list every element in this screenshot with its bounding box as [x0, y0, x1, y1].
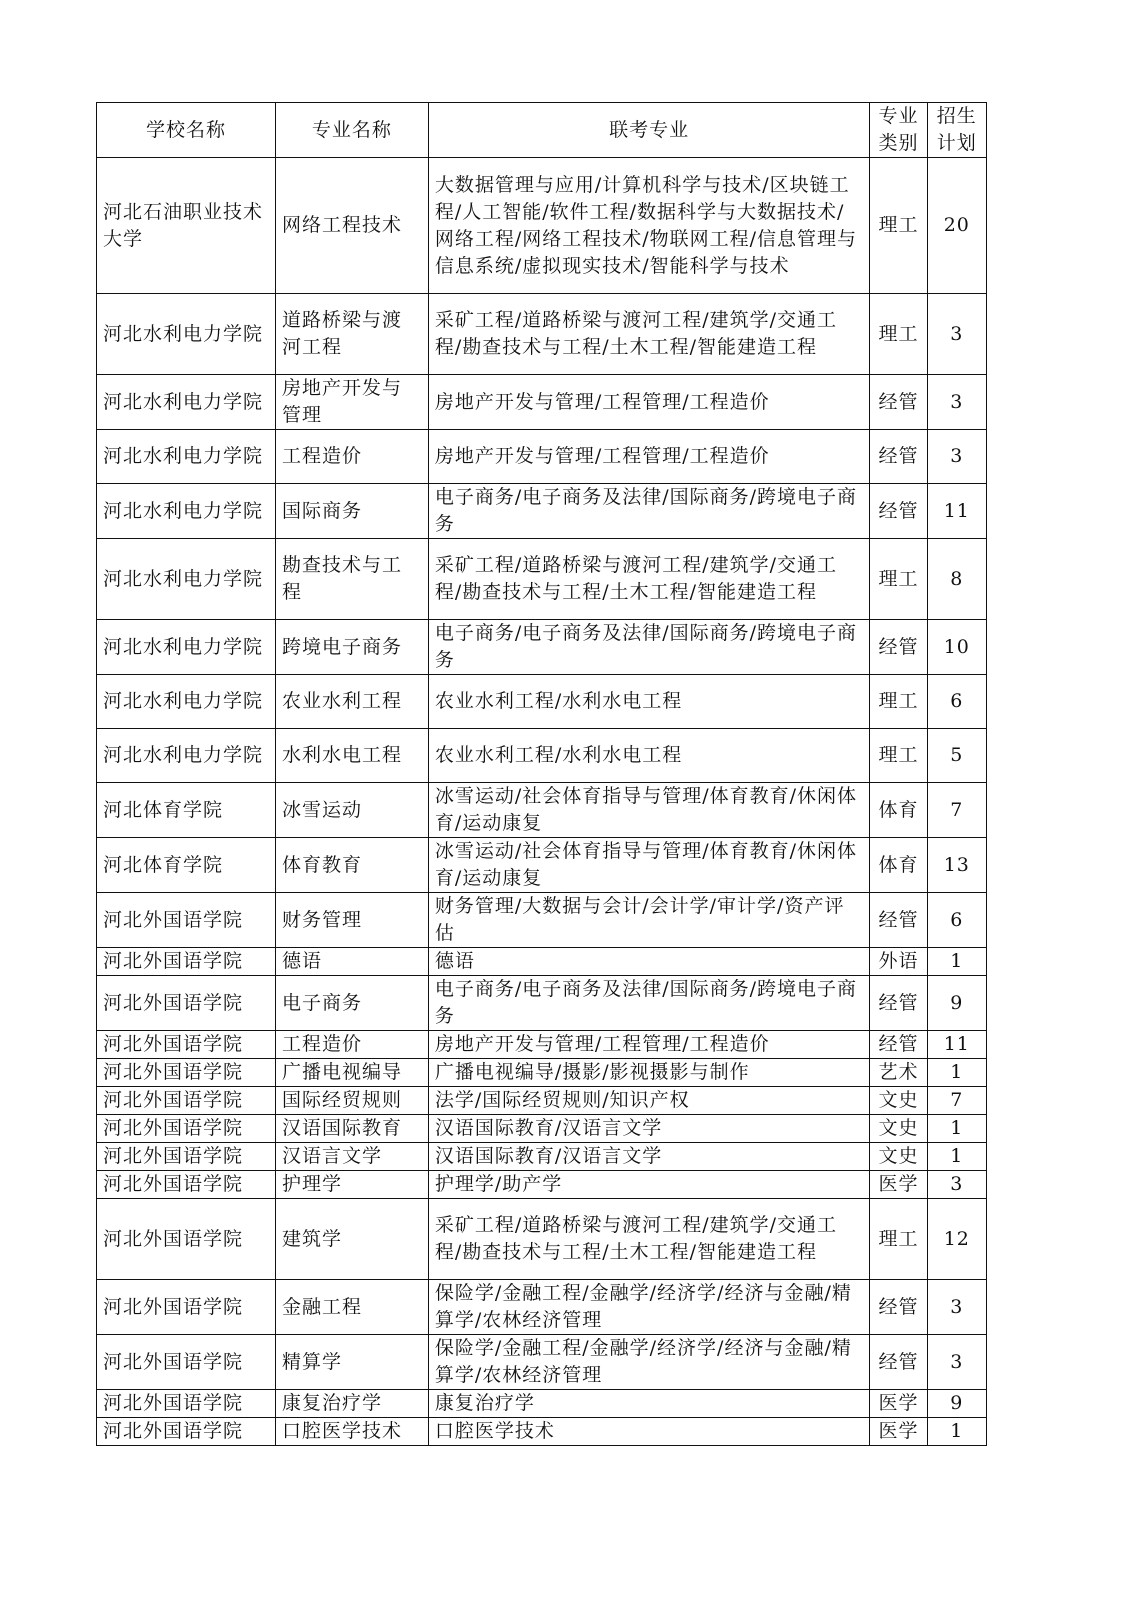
major-cell: 道路桥梁与渡河工程	[276, 294, 429, 375]
header-school: 学校名称	[97, 103, 276, 158]
school-cell: 河北水利电力学院	[97, 375, 276, 430]
school-cell: 河北外国语学院	[97, 1087, 276, 1115]
school-cell: 河北水利电力学院	[97, 430, 276, 484]
joint-major-cell: 汉语国际教育/汉语言文学	[428, 1115, 869, 1143]
school-cell: 河北外国语学院	[97, 1335, 276, 1390]
category-cell: 艺术	[870, 1059, 927, 1087]
major-cell: 汉语国际教育	[276, 1115, 429, 1143]
plan-count-cell: 6	[927, 675, 986, 729]
category-cell: 医学	[870, 1390, 927, 1418]
table-row	[97, 1418, 987, 1446]
table-row	[97, 729, 987, 783]
major-cell: 勘查技术与工程	[276, 539, 429, 620]
major-cell: 口腔医学技术	[276, 1418, 429, 1446]
joint-major-cell: 电子商务/电子商务及法律/国际商务/跨境电子商务	[428, 976, 869, 1031]
major-cell: 水利水电工程	[276, 729, 429, 783]
table-row	[97, 430, 987, 484]
major-cell: 国际商务	[276, 484, 429, 539]
table-row	[97, 620, 987, 675]
table-row	[97, 1335, 987, 1390]
joint-major-cell: 保险学/金融工程/金融学/经济学/经济与金融/精算学/农林经济管理	[428, 1335, 869, 1390]
category-cell: 文史	[870, 1143, 927, 1171]
category-cell: 经管	[870, 1335, 927, 1390]
joint-major-cell: 冰雪运动/社会体育指导与管理/体育教育/休闲体育/运动康复	[428, 783, 869, 838]
school-cell: 河北外国语学院	[97, 893, 276, 948]
major-cell: 财务管理	[276, 893, 429, 948]
joint-major-cell: 财务管理/大数据与会计/会计学/审计学/资产评估	[428, 893, 869, 948]
major-cell: 德语	[276, 948, 429, 976]
major-cell: 康复治疗学	[276, 1390, 429, 1418]
plan-count-cell: 5	[927, 729, 986, 783]
category-cell: 经管	[870, 1031, 927, 1059]
table-row	[97, 158, 987, 294]
school-cell: 河北外国语学院	[97, 1143, 276, 1171]
plan-count-cell: 3	[927, 430, 986, 484]
joint-major-cell: 采矿工程/道路桥梁与渡河工程/建筑学/交通工程/勘查技术与工程/土木工程/智能建造工程	[428, 294, 869, 375]
plan-count-cell: 3	[927, 1335, 986, 1390]
table-row	[97, 539, 987, 620]
joint-major-cell: 房地产开发与管理/工程管理/工程造价	[428, 375, 869, 430]
category-cell: 经管	[870, 1280, 927, 1335]
category-cell: 理工	[870, 158, 927, 294]
category-cell: 理工	[870, 539, 927, 620]
category-cell: 医学	[870, 1418, 927, 1446]
plan-count-cell: 8	[927, 539, 986, 620]
school-cell: 河北外国语学院	[97, 976, 276, 1031]
joint-major-cell: 德语	[428, 948, 869, 976]
school-cell: 河北外国语学院	[97, 1171, 276, 1199]
table-row	[97, 1115, 987, 1143]
joint-major-cell: 口腔医学技术	[428, 1418, 869, 1446]
plan-count-cell: 7	[927, 783, 986, 838]
major-cell: 工程造价	[276, 1031, 429, 1059]
major-cell: 电子商务	[276, 976, 429, 1031]
major-cell: 冰雪运动	[276, 783, 429, 838]
table-body	[97, 158, 987, 1446]
school-cell: 河北水利电力学院	[97, 620, 276, 675]
table-row	[97, 1143, 987, 1171]
category-cell: 经管	[870, 484, 927, 539]
plan-count-cell: 3	[927, 375, 986, 430]
joint-major-cell: 保险学/金融工程/金融学/经济学/经济与金融/精算学/农林经济管理	[428, 1280, 869, 1335]
table-row	[97, 976, 987, 1031]
category-cell: 经管	[870, 893, 927, 948]
plan-count-cell: 7	[927, 1087, 986, 1115]
category-cell: 经管	[870, 976, 927, 1031]
category-cell: 经管	[870, 430, 927, 484]
plan-count-cell: 1	[927, 1115, 986, 1143]
category-cell: 医学	[870, 1171, 927, 1199]
joint-major-cell: 采矿工程/道路桥梁与渡河工程/建筑学/交通工程/勘查技术与工程/土木工程/智能建造工程	[428, 539, 869, 620]
school-cell: 河北外国语学院	[97, 1199, 276, 1280]
joint-major-cell: 汉语国际教育/汉语言文学	[428, 1143, 869, 1171]
category-cell: 理工	[870, 729, 927, 783]
plan-count-cell: 9	[927, 976, 986, 1031]
plan-count-cell: 11	[927, 484, 986, 539]
plan-count-cell: 1	[927, 1143, 986, 1171]
major-cell: 网络工程技术	[276, 158, 429, 294]
plan-count-cell: 1	[927, 948, 986, 976]
category-cell: 体育	[870, 783, 927, 838]
plan-count-cell: 13	[927, 838, 986, 893]
plan-count-cell: 10	[927, 620, 986, 675]
table-row	[97, 1031, 987, 1059]
category-cell: 理工	[870, 1199, 927, 1280]
category-cell: 理工	[870, 675, 927, 729]
enrollment-plan-table	[96, 102, 987, 1446]
school-cell: 河北外国语学院	[97, 1390, 276, 1418]
table-row	[97, 1390, 987, 1418]
school-cell: 河北水利电力学院	[97, 539, 276, 620]
table-row	[97, 948, 987, 976]
major-cell: 农业水利工程	[276, 675, 429, 729]
school-cell: 河北水利电力学院	[97, 675, 276, 729]
major-cell: 汉语言文学	[276, 1143, 429, 1171]
table-row	[97, 1199, 987, 1280]
category-cell: 经管	[870, 375, 927, 430]
major-cell: 精算学	[276, 1335, 429, 1390]
joint-major-cell: 大数据管理与应用/计算机科学与技术/区块链工程/人工智能/软件工程/数据科学与大数据技术/网络工程/网络工程技术/物联网工程/信息管理与信息系统/虚拟现实技术/智能科学与技术	[428, 158, 869, 294]
category-cell: 理工	[870, 294, 927, 375]
table-row	[97, 838, 987, 893]
school-cell: 河北外国语学院	[97, 1280, 276, 1335]
plan-count-cell: 20	[927, 158, 986, 294]
school-cell: 河北外国语学院	[97, 1059, 276, 1087]
table-header-row	[97, 103, 987, 158]
table-row	[97, 375, 987, 430]
plan-count-cell: 11	[927, 1031, 986, 1059]
table-row	[97, 1059, 987, 1087]
plan-count-cell: 3	[927, 1171, 986, 1199]
major-cell: 护理学	[276, 1171, 429, 1199]
joint-major-cell: 电子商务/电子商务及法律/国际商务/跨境电子商务	[428, 620, 869, 675]
category-cell: 经管	[870, 620, 927, 675]
joint-major-cell: 农业水利工程/水利水电工程	[428, 675, 869, 729]
school-cell: 河北石油职业技术大学	[97, 158, 276, 294]
header-joint-major: 联考专业	[428, 103, 869, 158]
school-cell: 河北外国语学院	[97, 1031, 276, 1059]
table-row	[97, 1171, 987, 1199]
school-cell: 河北水利电力学院	[97, 729, 276, 783]
joint-major-cell: 法学/国际经贸规则/知识产权	[428, 1087, 869, 1115]
plan-count-cell: 9	[927, 1390, 986, 1418]
plan-count-cell: 1	[927, 1059, 986, 1087]
plan-count-cell: 1	[927, 1418, 986, 1446]
category-cell: 外语	[870, 948, 927, 976]
school-cell: 河北体育学院	[97, 838, 276, 893]
table-row	[97, 1087, 987, 1115]
joint-major-cell: 房地产开发与管理/工程管理/工程造价	[428, 1031, 869, 1059]
category-cell: 体育	[870, 838, 927, 893]
plan-count-cell: 3	[927, 1280, 986, 1335]
table-row	[97, 1280, 987, 1335]
school-cell: 河北外国语学院	[97, 948, 276, 976]
major-cell: 建筑学	[276, 1199, 429, 1280]
major-cell: 跨境电子商务	[276, 620, 429, 675]
category-cell: 文史	[870, 1115, 927, 1143]
major-cell: 体育教育	[276, 838, 429, 893]
major-cell: 金融工程	[276, 1280, 429, 1335]
plan-count-cell: 3	[927, 294, 986, 375]
joint-major-cell: 电子商务/电子商务及法律/国际商务/跨境电子商务	[428, 484, 869, 539]
school-cell: 河北水利电力学院	[97, 294, 276, 375]
major-cell: 广播电视编导	[276, 1059, 429, 1087]
major-cell: 房地产开发与管理	[276, 375, 429, 430]
plan-count-cell: 12	[927, 1199, 986, 1280]
header-category: 专业类别	[870, 103, 927, 158]
header-major: 专业名称	[276, 103, 429, 158]
joint-major-cell: 农业水利工程/水利水电工程	[428, 729, 869, 783]
table-row	[97, 893, 987, 948]
major-cell: 工程造价	[276, 430, 429, 484]
table-row	[97, 675, 987, 729]
header-plan: 招生计划	[927, 103, 986, 158]
plan-count-cell: 6	[927, 893, 986, 948]
joint-major-cell: 广播电视编导/摄影/影视摄影与制作	[428, 1059, 869, 1087]
school-cell: 河北外国语学院	[97, 1418, 276, 1446]
joint-major-cell: 冰雪运动/社会体育指导与管理/体育教育/休闲体育/运动康复	[428, 838, 869, 893]
school-cell: 河北外国语学院	[97, 1115, 276, 1143]
joint-major-cell: 护理学/助产学	[428, 1171, 869, 1199]
category-cell: 文史	[870, 1087, 927, 1115]
table-row	[97, 294, 987, 375]
joint-major-cell: 康复治疗学	[428, 1390, 869, 1418]
school-cell: 河北体育学院	[97, 783, 276, 838]
table-row	[97, 783, 987, 838]
joint-major-cell: 房地产开发与管理/工程管理/工程造价	[428, 430, 869, 484]
table-row	[97, 484, 987, 539]
joint-major-cell: 采矿工程/道路桥梁与渡河工程/建筑学/交通工程/勘查技术与工程/土木工程/智能建造工程	[428, 1199, 869, 1280]
major-cell: 国际经贸规则	[276, 1087, 429, 1115]
school-cell: 河北水利电力学院	[97, 484, 276, 539]
